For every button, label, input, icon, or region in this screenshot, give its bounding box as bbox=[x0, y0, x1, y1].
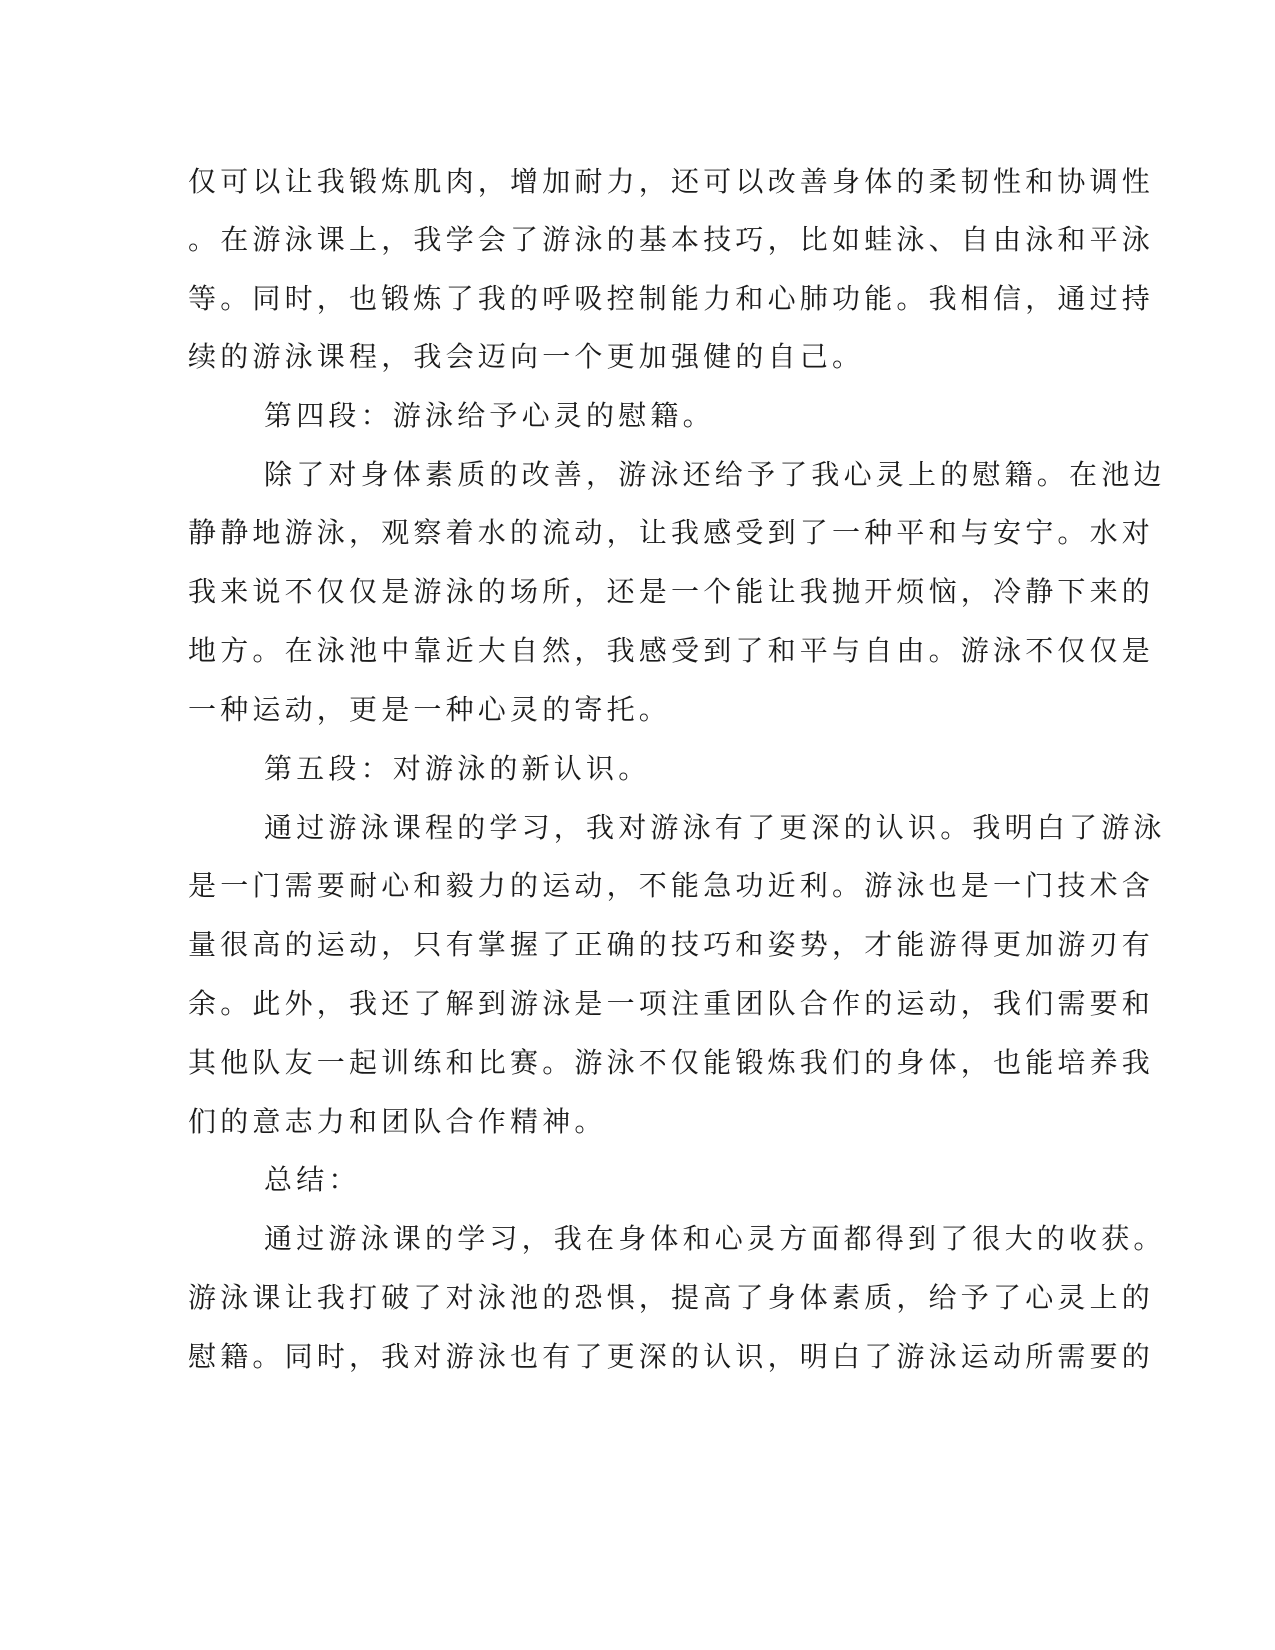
text-line: 是一门需要耐心和毅力的运动，不能急功近利。游泳也是一门技术含 bbox=[188, 869, 1155, 902]
text-line: 续的游泳课程，我会迈向一个更加强健的自己。 bbox=[188, 340, 865, 373]
text-line: 们的意志力和团队合作精神。 bbox=[188, 1105, 607, 1138]
section-heading: 第四段：游泳给予心灵的慰籍。 bbox=[264, 399, 715, 432]
text-line: 通过游泳课的学习，我在身体和心灵方面都得到了很大的收获。 bbox=[264, 1222, 1166, 1255]
text-line: 量很高的运动，只有掌握了正确的技巧和姿势，才能游得更加游刃有 bbox=[188, 928, 1155, 961]
text-line: 除了对身体素质的改善，游泳还给予了我心灵上的慰籍。在池边 bbox=[264, 458, 1166, 491]
text-line: 仅可以让我锻炼肌肉，增加耐力，还可以改善身体的柔韧性和协调性 bbox=[188, 165, 1155, 198]
text-line: 一种运动，更是一种心灵的寄托。 bbox=[188, 693, 672, 726]
text-line: 地方。在泳池中靠近大自然，我感受到了和平与自由。游泳不仅仅是 bbox=[188, 634, 1155, 667]
text-line: 通过游泳课程的学习，我对游泳有了更深的认识。我明白了游泳 bbox=[264, 811, 1166, 844]
text-line: 等。同时，也锻炼了我的呼吸控制能力和心肺功能。我相信，通过持 bbox=[188, 282, 1155, 315]
text-line: 其他队友一起训练和比赛。游泳不仅能锻炼我们的身体，也能培养我 bbox=[188, 1046, 1155, 1079]
text-line: 我来说不仅仅是游泳的场所，还是一个能让我抛开烦恼，冷静下来的 bbox=[188, 575, 1155, 608]
text-line: 。在游泳课上，我学会了游泳的基本技巧，比如蛙泳、自由泳和平泳 bbox=[188, 223, 1155, 256]
text-line: 静静地游泳，观察着水的流动，让我感受到了一种平和与安宁。水对 bbox=[188, 516, 1155, 549]
section-heading: 第五段：对游泳的新认识。 bbox=[264, 752, 651, 785]
text-line: 游泳课让我打破了对泳池的恐惧，提高了身体素质，给予了心灵上的 bbox=[188, 1281, 1155, 1314]
text-line: 慰籍。同时，我对游泳也有了更深的认识，明白了游泳运动所需要的 bbox=[188, 1340, 1155, 1373]
section-heading: 总结： bbox=[264, 1163, 361, 1196]
text-line: 余。此外，我还了解到游泳是一项注重团队合作的运动，我们需要和 bbox=[188, 987, 1155, 1020]
